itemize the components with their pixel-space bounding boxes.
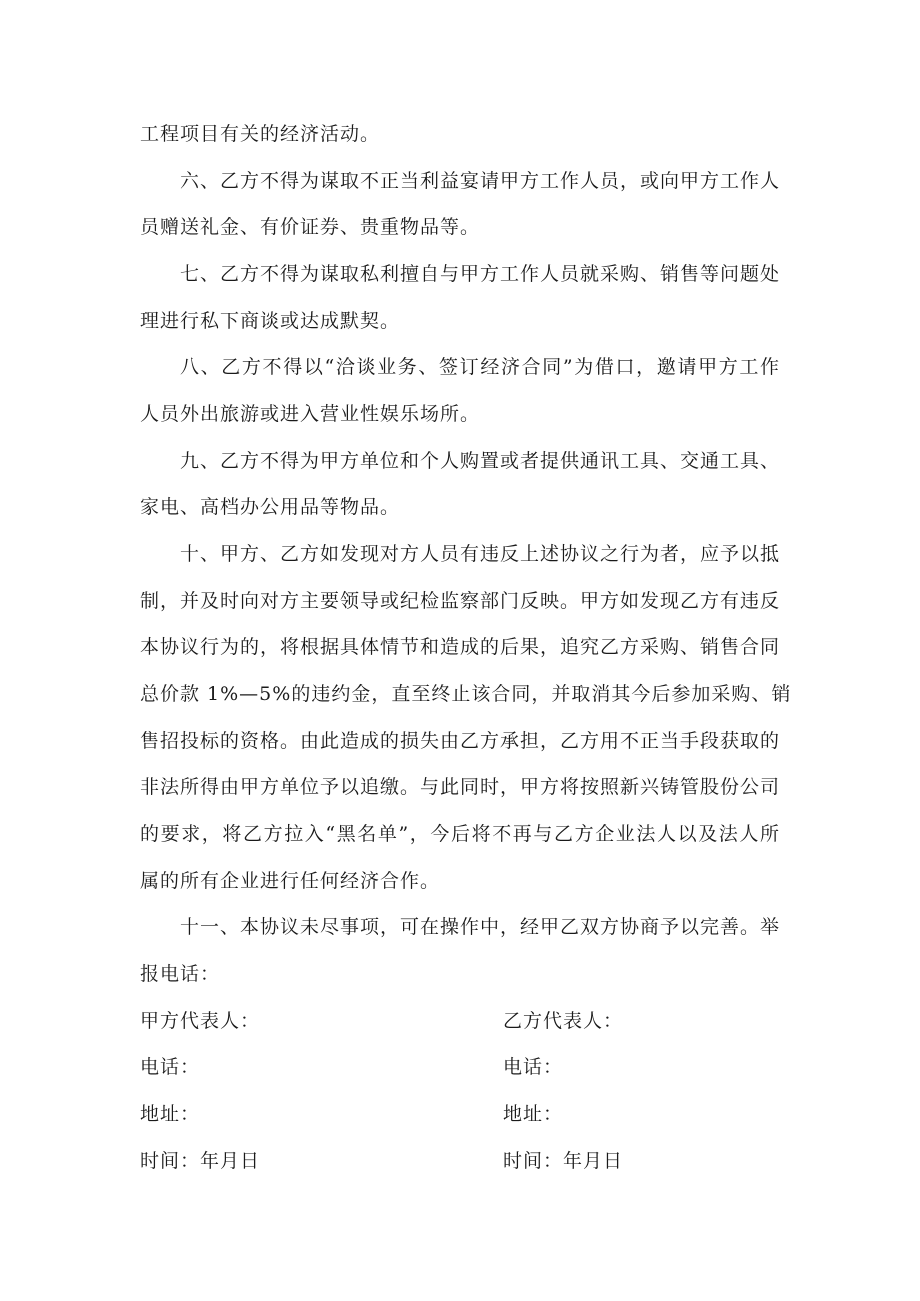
- party-b-address: 地址：: [503, 1103, 564, 1125]
- party-b-phone: 电话：: [503, 1056, 564, 1078]
- paragraph-10-line-3: 本协议行为的，将根据具体情节和造成的后果，追究乙方采购、销售合同: [140, 636, 781, 658]
- paragraph-8-line-2: 人员外出旅游或进入营业性娱乐场所。: [140, 403, 481, 425]
- party-b-representative: 乙方代表人：: [503, 1010, 624, 1032]
- paragraph-10-line-4: 总价款 1%—5%的违约金，直至终止该合同，并取消其今后参加采购、销: [140, 683, 792, 705]
- party-b-date: 时间：年月日: [503, 1150, 624, 1172]
- paragraph-10-line-2: 制，并及时向对方主要领导或纪检监察部门反映。甲方如发现乙方有违反: [140, 590, 781, 612]
- party-a-phone: 电话：: [140, 1056, 201, 1078]
- paragraph-10-line-5: 售招投标的资格。由此造成的损失由乙方承担，乙方用不正当手段获取的: [140, 730, 781, 752]
- paragraph-11-line-2: 报电话：: [140, 963, 221, 985]
- paragraph-10-line-8: 属的所有企业进行任何经济合作。: [140, 870, 441, 892]
- paragraph-11-line-1: 十一、本协议未尽事项，可在操作中，经甲乙双方协商予以完善。举: [180, 916, 781, 938]
- party-a-representative: 甲方代表人：: [140, 1010, 261, 1032]
- party-a-date: 时间：年月日: [140, 1150, 261, 1172]
- paragraph-6-line-1: 六、乙方不得为谋取不正当利益宴请甲方工作人员，或向甲方工作人: [180, 170, 781, 192]
- paragraph-10-line-1: 十、甲方、乙方如发现对方人员有违反上述协议之行为者，应予以抵: [180, 543, 781, 565]
- paragraph-9-line-2: 家电、高档办公用品等物品。: [140, 496, 401, 518]
- paragraph-8-line-1: 八、乙方不得以“洽谈业务、签订经济合同”为借口，邀请甲方工作: [180, 356, 780, 378]
- paragraph-7-line-2: 理进行私下商谈或达成默契。: [140, 310, 401, 332]
- paragraph-6-line-2: 员赠送礼金、有价证券、贵重物品等。: [140, 216, 481, 238]
- paragraph-7-line-1: 七、乙方不得为谋取私利擅自与甲方工作人员就采购、销售等问题处: [180, 263, 781, 285]
- paragraph-10-line-7: 的要求，将乙方拉入“黑名单”，今后将不再与乙方企业法人以及法人所: [140, 823, 780, 845]
- paragraph-5-tail: 工程项目有关的经济活动。: [140, 123, 381, 145]
- party-a-address: 地址：: [140, 1103, 201, 1125]
- paragraph-10-line-6: 非法所得由甲方单位予以追缴。与此同时，甲方将按照新兴铸管股份公司: [140, 776, 781, 798]
- paragraph-9-line-1: 九、乙方不得为甲方单位和个人购置或者提供通讯工具、交通工具、: [180, 450, 781, 472]
